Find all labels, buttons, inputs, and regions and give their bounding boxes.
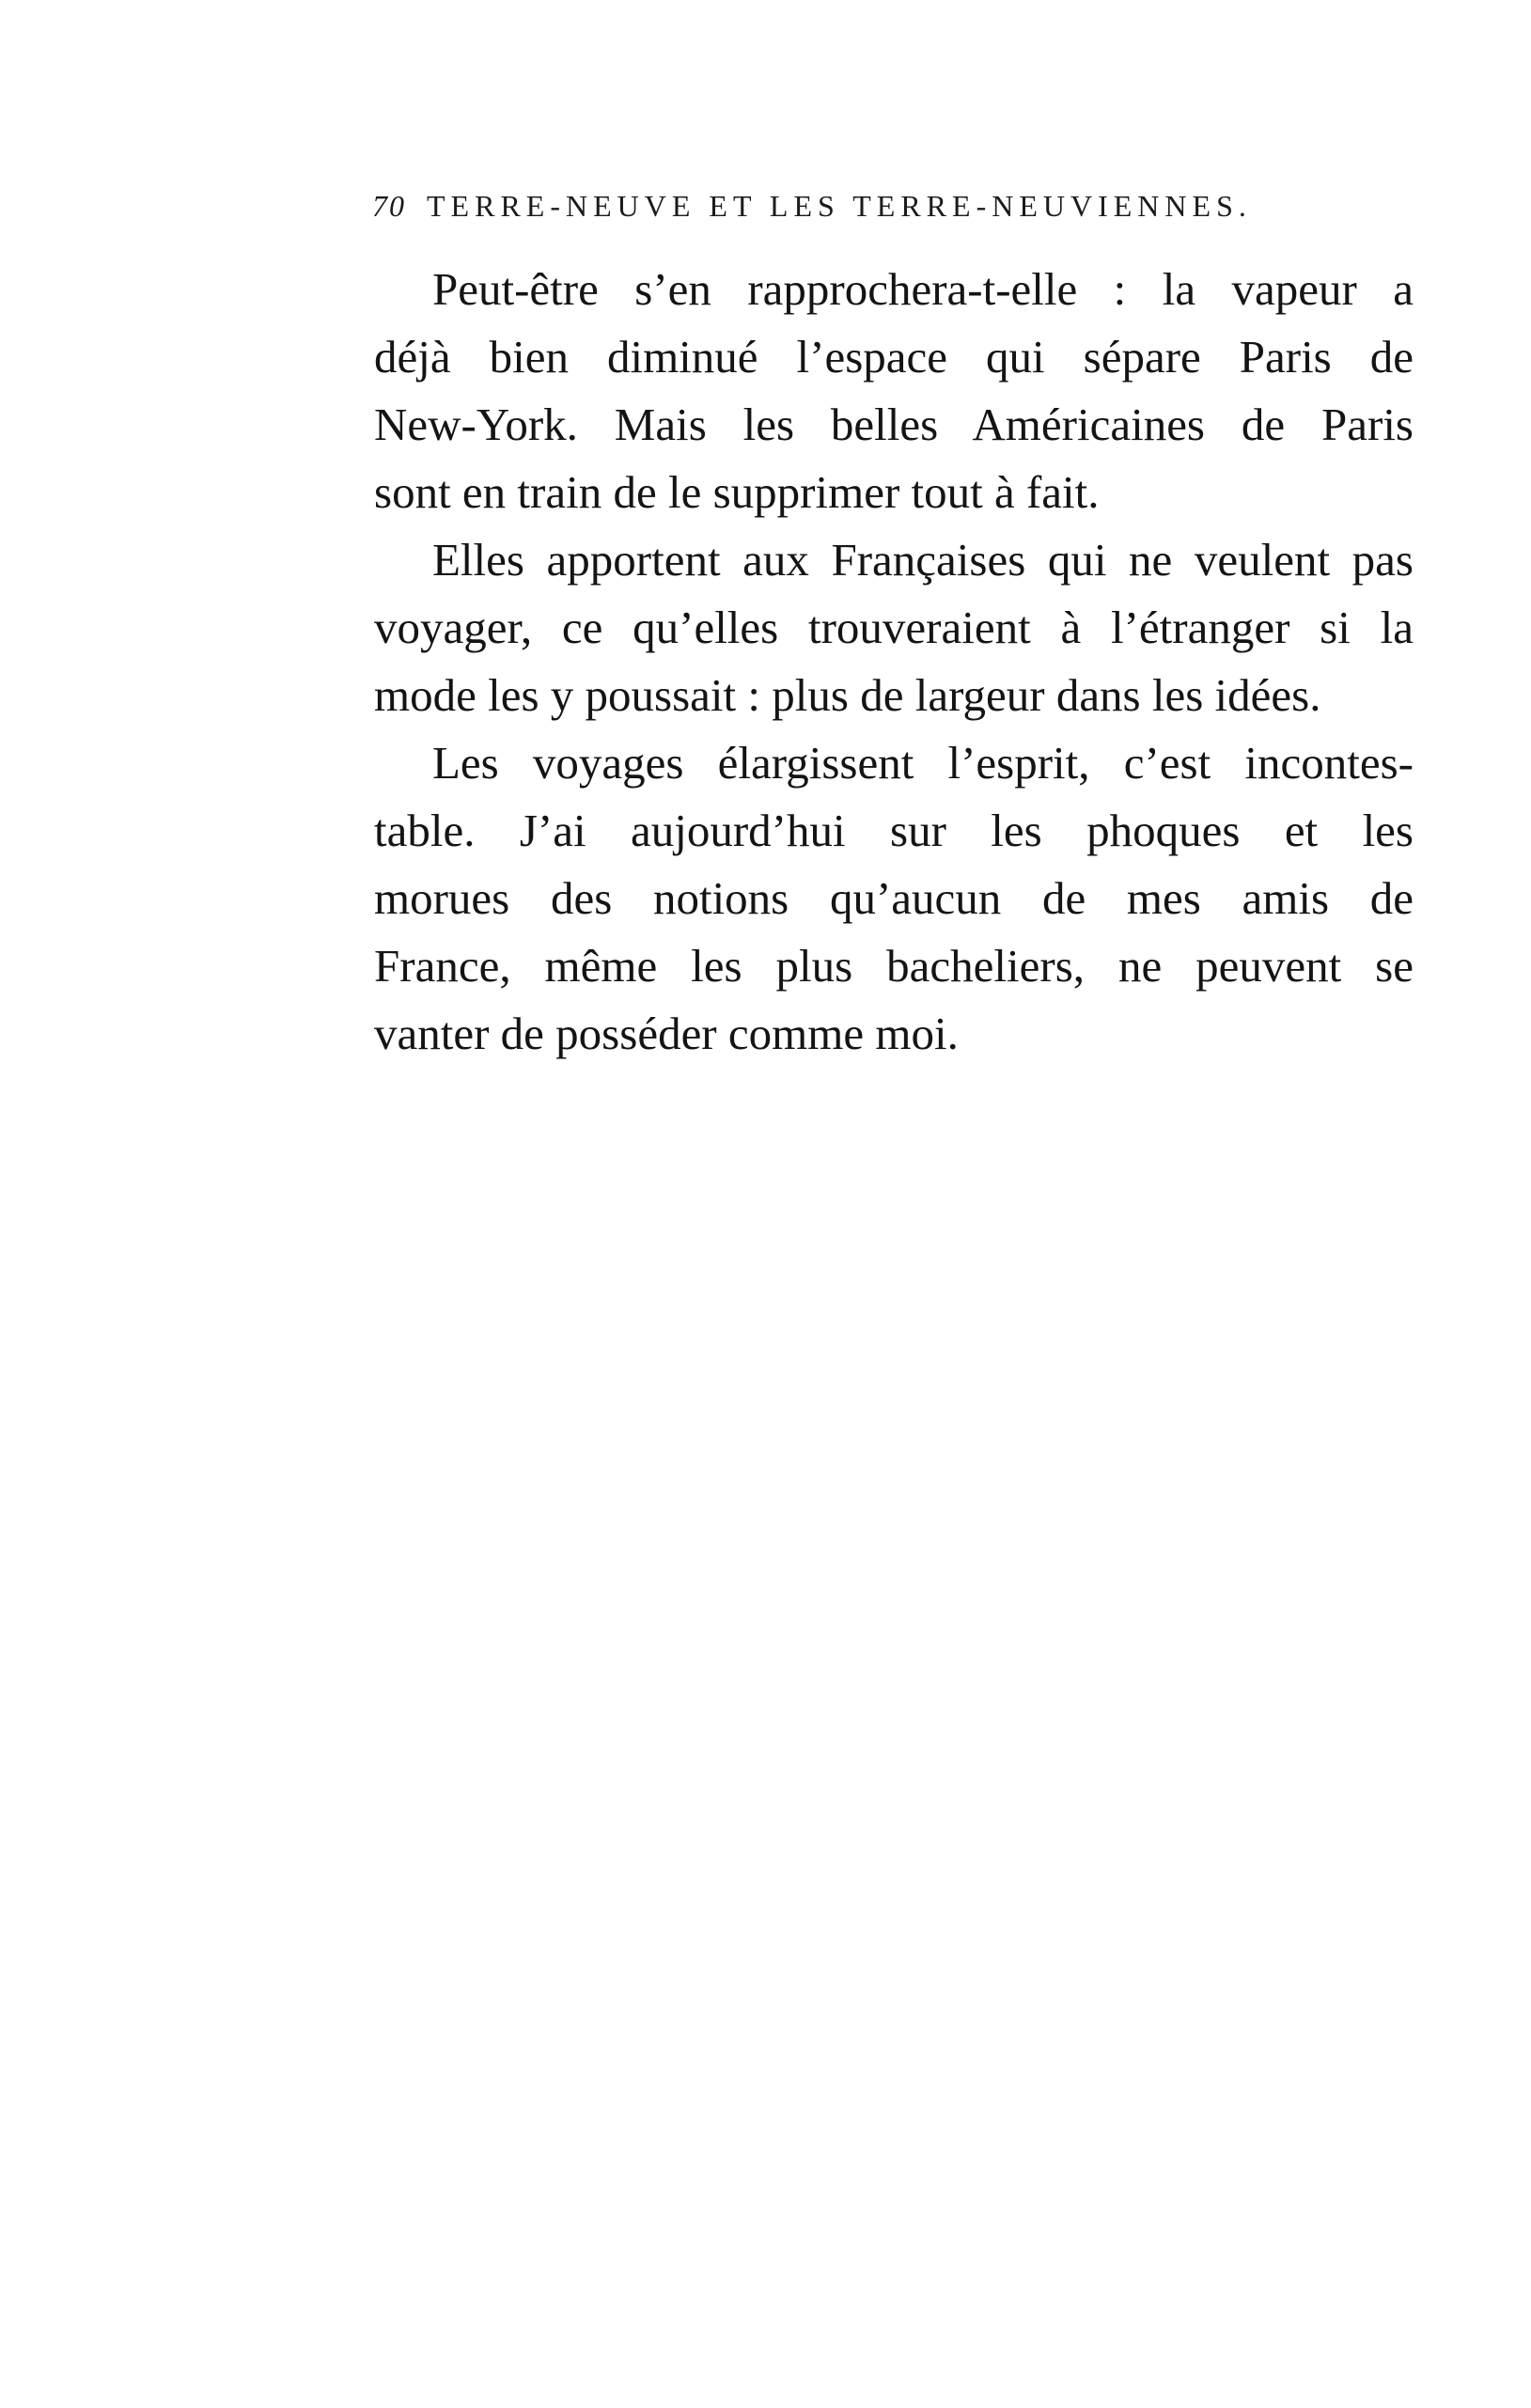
text-line: table. J’ai aujourd’hui sur les phoques et les [374, 805, 1414, 856]
text-line: mode les y poussait : plus de largeur dans les idées. [374, 669, 1321, 721]
paragraph-1 [374, 256, 1414, 526]
running-head [372, 186, 1392, 226]
paragraph-3 [374, 729, 1414, 1068]
text-line: voyager, ce qu’elles trouveraient à l’étranger si la [374, 602, 1414, 653]
body-text [374, 256, 1414, 1068]
page-number: 70 [372, 189, 406, 223]
paragraph-2 [374, 526, 1414, 729]
text-line: vanter de posséder comme moi. [374, 1008, 959, 1059]
text-line: New-York. Mais les belles Américaines de Paris [374, 399, 1414, 450]
text-line: Les voyages élargissent l’esprit, c’est incontes- [432, 737, 1414, 789]
running-title: TERRE-NEUVE ET LES TERRE-NEUVIENNES. [427, 189, 1252, 223]
text-line: déjà bien diminué l’espace qui sépare Paris de [374, 331, 1414, 383]
text-line: sont en train de le supprimer tout à fait. [374, 466, 1100, 518]
text-line: France, même les plus bacheliers, ne peuvent se [374, 940, 1414, 992]
text-line: Peut-être s’en rapprochera-t-elle : la vapeur a [432, 263, 1414, 315]
text-line: Elles apportent aux Françaises qui ne veulent pas [432, 534, 1414, 586]
text-line: morues des notions qu’aucun de mes amis de [374, 872, 1414, 924]
